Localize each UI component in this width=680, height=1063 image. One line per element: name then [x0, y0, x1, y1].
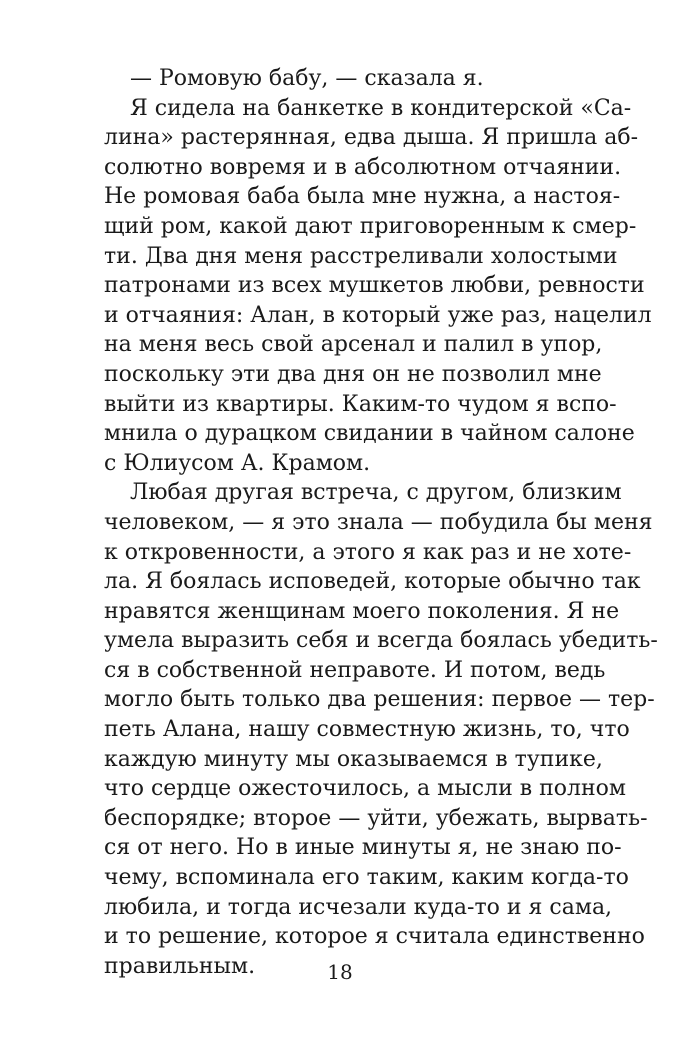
- text-line: мнила о дурацком свидании в чайном салоне: [104, 421, 635, 447]
- text-line: и отчаяния: Алан, в который уже раз, нацелил: [104, 302, 652, 328]
- text-line: Любая другая встреча, с другом, близким: [130, 480, 622, 506]
- text-line: человеком, — я это знала — побудила бы меня: [104, 509, 653, 535]
- text-line: Я сидела на банкетке в кондитерской «Са-: [130, 95, 632, 121]
- text-line: — Ромовую бабу, — сказала я.: [130, 66, 484, 91]
- text-line: ти. Два дня меня расстреливали холостыми: [104, 243, 618, 269]
- text-line: что сердце ожесточилось, а мысли в полном: [104, 776, 627, 802]
- text-line: умела выразить себя и всегда боялась убедить-: [104, 628, 658, 654]
- text-line: правильным.: [104, 953, 256, 979]
- text-line: на меня весь свой арсенал и палил в упор,: [104, 332, 603, 358]
- text-line: солютно вовремя и в абсолютном отчаянии.: [104, 154, 622, 180]
- page-text: [104, 64, 658, 981]
- text-line: Не ромовая баба была мне нужна, а настоя-: [104, 184, 621, 210]
- text-line: выйти из квартиры. Каким-то чудом я вспо-: [104, 391, 617, 417]
- text-line: нравятся женщинам моего поколения. Я не: [104, 598, 620, 624]
- text-line: лина» растерянная, едва дыша. Я пришла аб-: [104, 125, 639, 151]
- text-line: каждую минуту мы оказываемся в тупике,: [104, 746, 603, 772]
- text-line: патронами из всех мушкетов любви, ревности: [104, 273, 645, 299]
- text-line: ся от него. Но в иные минуты я, не знаю по-: [104, 835, 622, 861]
- text-line: и то решение, которое я считала единственно: [104, 924, 645, 950]
- text-line: поскольку эти два дня он не позволил мне: [104, 361, 602, 387]
- text-line: с Юлиусом А. Крамом.: [104, 450, 371, 476]
- text-line: ла. Я боялась исповедей, которые обычно так: [104, 569, 641, 595]
- text-line: беспорядке; второе — уйти, убежать, вырвать-: [104, 805, 648, 831]
- text-line: могло быть только два решения: первое — тер-: [104, 687, 655, 713]
- page-number: 18: [327, 960, 353, 984]
- text-line: любила, и тогда исчезали куда-то и я сама,: [104, 894, 613, 920]
- text-line: к откровенности, а этого я как раз и не хоте-: [104, 539, 632, 565]
- text-line: чему, вспоминала его таким, каким когда-то: [104, 865, 629, 891]
- text-line: петь Алана, нашу совместную жизнь, то, что: [104, 717, 630, 743]
- text-line: ся в собственной неправоте. И потом, ведь: [104, 657, 606, 683]
- text-line: щий ром, какой дают приговоренным к смер-: [104, 213, 637, 239]
